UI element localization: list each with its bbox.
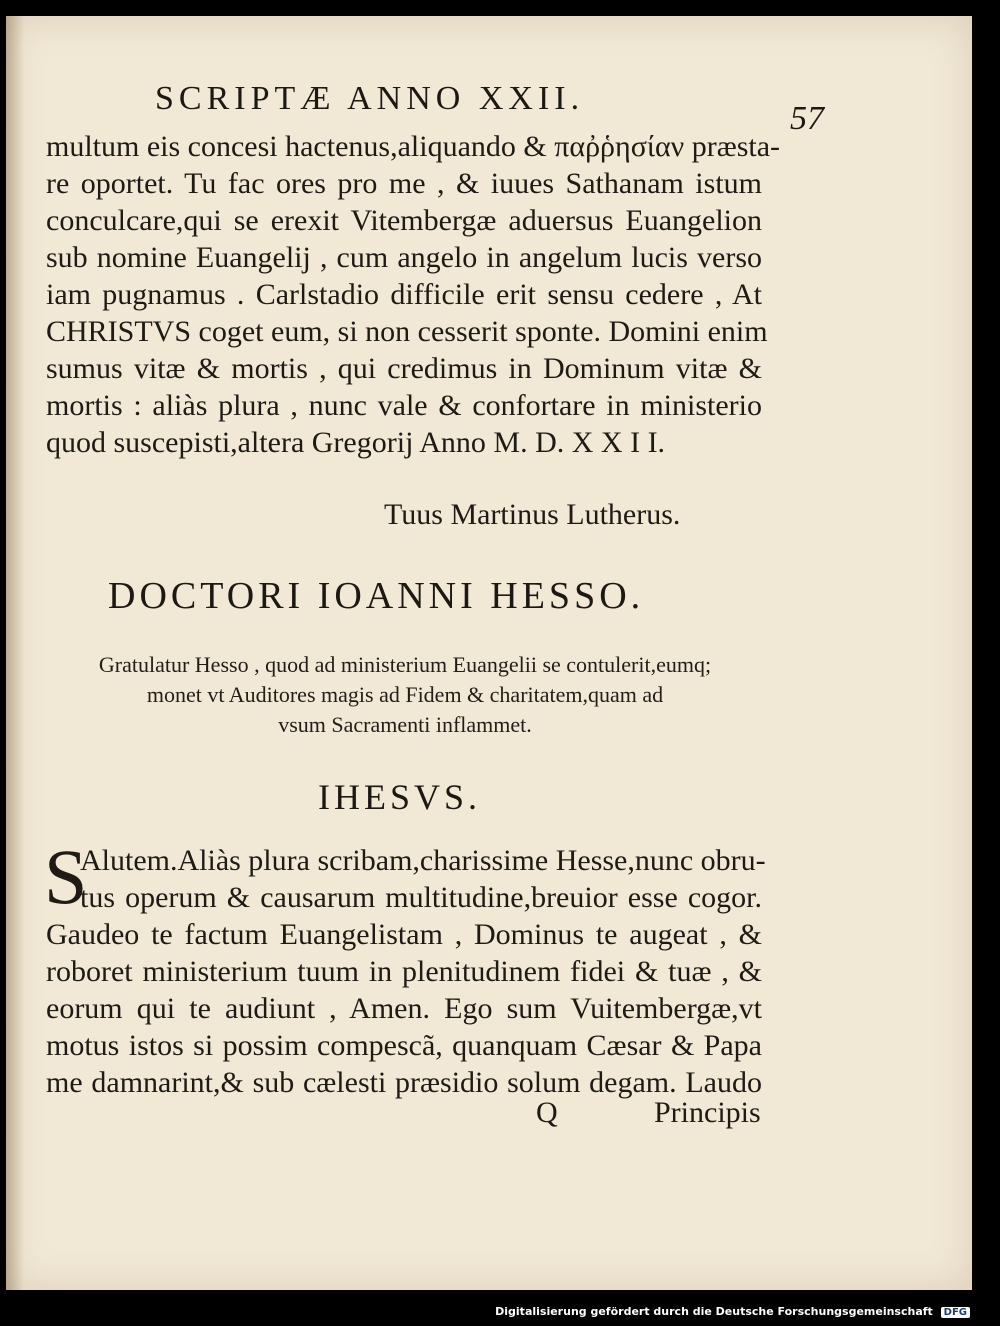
page-number: 57: [790, 100, 824, 137]
summary-line: monet vt Auditores magis ad Fidem & charitatem,quam ad: [146, 682, 664, 707]
digitization-footer: [495, 1305, 970, 1318]
text-line: Alutem.Aliàs plura scribam,charissime Hesse,nunc obru-: [80, 844, 766, 877]
page-gutter-shadow: [6, 16, 24, 1290]
text-line: CHRISTVS coget eum, si non cesserit sponte. Domini enim: [46, 315, 768, 348]
text-line: quod suscepisti,altera Gregorij Anno M. D. X X I I.: [46, 426, 666, 459]
text-line: me damnarint,& sub cælesti præsidio solum degam. Laudo: [46, 1066, 762, 1099]
catchword: Principis: [654, 1096, 761, 1129]
text-line: sub nomine Euangelij , cum angelo in angelum lucis verso: [46, 241, 762, 274]
drop-cap: S: [44, 833, 88, 920]
text-line: conculcare,qui se erexit Vitembergæ aduersus Euangelion: [46, 204, 762, 237]
text-line: sumus vitæ & mortis , qui credimus in Dominum vitæ &: [46, 352, 762, 385]
signature-mark: Q: [536, 1096, 558, 1129]
letter-paragraph-1: [46, 128, 781, 461]
text-line: motus istos si possim compescã, quanquam Cæsar & Papa: [46, 1029, 762, 1062]
letter-summary: [40, 650, 770, 740]
letter-paragraph-2: [46, 842, 766, 1101]
text-line: tus operum & causarum multitudine,breuior esse cogor.: [80, 881, 762, 914]
text-line: re oportet. Tu fac ores pro me , & iuues Sathanam istum: [46, 167, 762, 200]
invocation-heading: IHESVS.: [318, 777, 482, 817]
running-head: SCRIPTÆ ANNO XXII.: [155, 80, 585, 117]
dfg-logo-icon: DFG: [941, 1307, 970, 1318]
footer-text: Digitalisierung gefördert durch die Deutsche Forschungsgemeinschaft: [495, 1305, 933, 1318]
text-line: Gaudeo te factum Euangelistam , Dominus te augeat , &: [46, 918, 762, 951]
letter-signature: Tuus Martinus Lutherus.: [384, 498, 681, 531]
text-line: roboret ministerium tuum in plenitudinem fidei & tuæ , &: [46, 955, 762, 988]
section-title: DOCTORI IOANNI HESSO.: [108, 575, 645, 617]
text-line: mortis : aliàs plura , nunc vale & confortare in ministerio: [46, 389, 762, 422]
text-line: iam pugnamus . Carlstadio difficile erit sensu cedere , At: [46, 278, 762, 311]
text-line: multum eis concesi hactenus,aliquando & παῤῥησίαν præsta-: [46, 130, 781, 163]
summary-line: vsum Sacramenti inflammet.: [278, 712, 532, 737]
summary-line: Gratulatur Hesso , quod ad ministerium Euangelii se contulerit,eumq;: [98, 652, 712, 677]
text-line: eorum qui te audiunt , Amen. Ego sum Vuitembergæ,vt: [46, 992, 762, 1025]
